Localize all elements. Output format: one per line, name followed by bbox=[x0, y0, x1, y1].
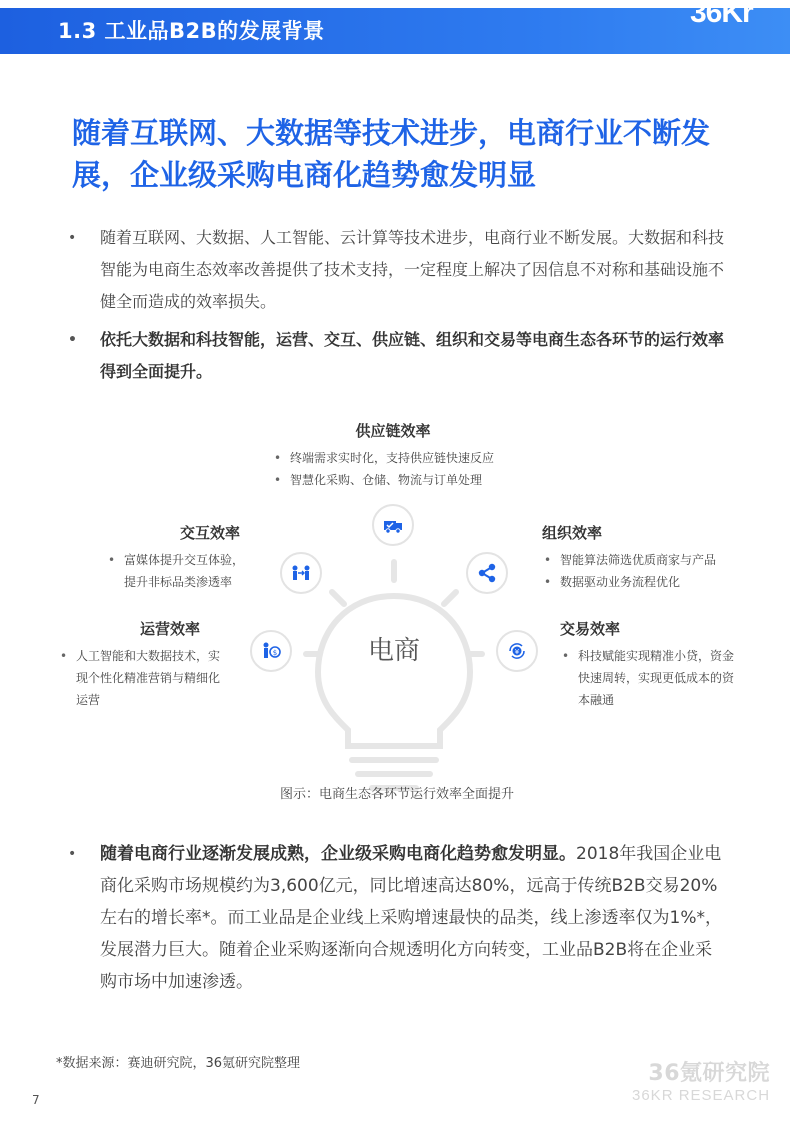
group-title: 组织效率 bbox=[542, 524, 603, 542]
supply-chain-icon bbox=[372, 504, 414, 546]
group-item-text: 人工智能和大数据技术，实现个性化精准营销与精细化运营 bbox=[76, 649, 221, 707]
group-item-text: 数据驱动业务流程优化 bbox=[560, 575, 681, 589]
svg-text:$: $ bbox=[272, 649, 278, 657]
group-item-text: 富媒体提升交互体验， bbox=[124, 553, 245, 567]
watermark bbox=[632, 1056, 770, 1104]
efficiency-diagram bbox=[0, 410, 794, 810]
group-interaction bbox=[106, 522, 276, 593]
group-supply-chain bbox=[272, 420, 532, 491]
group-item: • 数据驱动业务流程优化 bbox=[544, 575, 681, 589]
group-title: 交互效率 bbox=[180, 524, 241, 542]
data-source: *数据来源：赛迪研究院，36氪研究院整理 bbox=[56, 1056, 301, 1071]
group-item: • 富媒体提升交互体验， bbox=[108, 553, 245, 567]
body-paragraph bbox=[68, 838, 728, 1004]
svg-text:¥: ¥ bbox=[514, 648, 520, 656]
group-item-text: 智能算法筛选优质商家与产品 bbox=[560, 553, 717, 567]
group-item: • 智慧化采购、仓储、物流与订单处理 bbox=[274, 473, 483, 487]
paragraph-text: 2018年我国企业电商化采购市场规模约为3,600亿元，同比增速高达80%，远高于传统B2B交易20%左右的增长率*。而工业品是企业线上采购增速最快的品类，线上渗透率仅为1%*，发展潜力巨大。随着企业采购逐渐向合规透明化方向转变，工业品B2B将在企业采购市场中加速渗透。 bbox=[100, 844, 722, 992]
brand-logo: 36Kr bbox=[690, 0, 753, 29]
group-item: • 智能算法筛选优质商家与产品 bbox=[544, 553, 717, 567]
watermark-en: 36KR RESEARCH bbox=[632, 1087, 771, 1104]
section-title: 1.3 工业品B2B的发展背景 bbox=[58, 19, 325, 43]
bullet-list bbox=[68, 222, 728, 394]
group-item: • 人工智能和大数据技术，实现个性化精准营销与精细化运营 bbox=[60, 649, 221, 707]
bullet-dot: • bbox=[68, 230, 77, 246]
bullet-dot: • bbox=[68, 846, 77, 862]
group-item-text: 提升非标品类渗透率 bbox=[124, 575, 233, 589]
bullet-item bbox=[68, 838, 728, 998]
group-item-text: 科技赋能实现精准小贷，资金快速周转，实现更低成本的资本融通 bbox=[578, 649, 735, 707]
headline: 随着互联网、大数据等技术进步，电商行业不断发展，企业级采购电商化趋势愈发明显 bbox=[72, 116, 711, 192]
share-network-icon bbox=[466, 552, 508, 594]
group-title: 供应链效率 bbox=[355, 422, 431, 440]
person-money-icon bbox=[250, 630, 292, 672]
page-header bbox=[0, 0, 794, 56]
group-organization bbox=[542, 522, 742, 593]
bullet-item bbox=[68, 222, 728, 318]
group-item bbox=[106, 571, 276, 593]
figure-caption: 图示：电商生态各环节运行效率全面提升 bbox=[279, 787, 514, 802]
watermark-cn: 36氪研究院 bbox=[648, 1061, 771, 1086]
bullet-text: 随着互联网、大数据、人工智能、云计算等技术进步，电商行业不断发展。大数据和科技智能为电商生态效率改善提供了技术支持，一定程度上解决了因信息不对称和基础设施不健全而造成的效率损失。 bbox=[100, 228, 725, 311]
group-title: 交易效率 bbox=[560, 620, 621, 638]
group-item-text: 智慧化采购、仓储、物流与订单处理 bbox=[290, 473, 483, 487]
group-title: 运营效率 bbox=[140, 620, 201, 638]
people-interaction-icon bbox=[280, 552, 322, 594]
paragraph-bold: 随着电商行业逐渐发展成熟，企业级采购电商化趋势愈发明显。 bbox=[100, 844, 576, 864]
group-transaction bbox=[560, 618, 740, 711]
yen-exchange-icon bbox=[496, 630, 538, 672]
bullet-dot: • bbox=[68, 332, 77, 348]
group-operation bbox=[58, 618, 228, 711]
group-item: • 科技赋能实现精准小贷，资金快速周转，实现更低成本的资本融通 bbox=[562, 649, 735, 707]
bullet-text: 依托大数据和科技智能，运营、交互、供应链、组织和交易等电商生态各环节的运行效率得到全面提升。 bbox=[100, 330, 725, 381]
center-label: 电商 bbox=[367, 636, 420, 666]
group-item-text: 终端需求实时化，支持供应链快速反应 bbox=[290, 451, 495, 465]
group-item: • 终端需求实时化，支持供应链快速反应 bbox=[274, 451, 495, 465]
bullet-item bbox=[68, 324, 728, 388]
page-number: 7 bbox=[32, 1093, 40, 1107]
